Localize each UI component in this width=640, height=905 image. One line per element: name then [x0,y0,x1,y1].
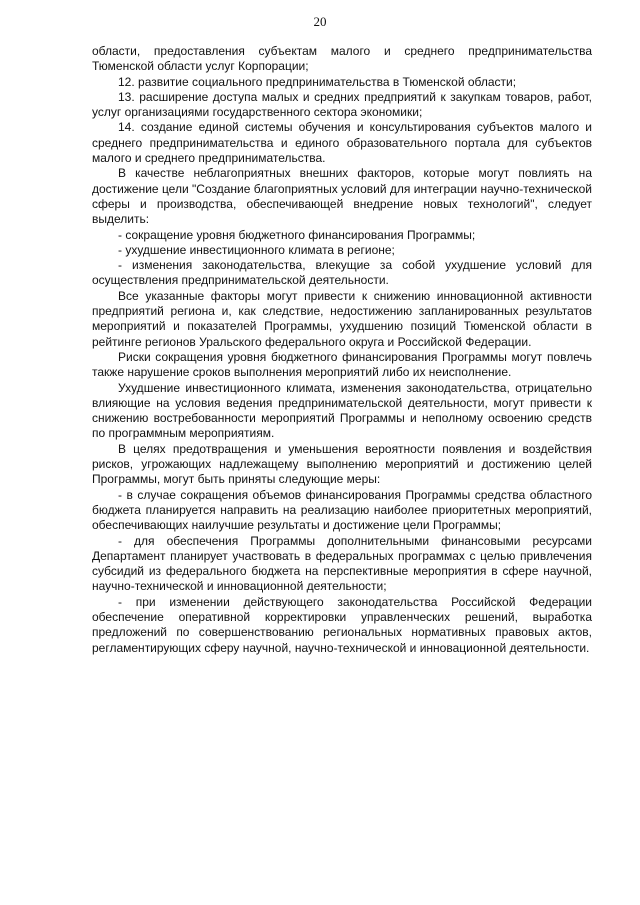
paragraph: 12. развитие социального предпринимательства в Тюменской области; [118,74,517,89]
paragraph: области, предоставления субъектам малого и среднего предпринимательства Тюменской области услуг Корпорации; [92,44,592,74]
paragraph: Риски сокращения уровня бюджетного финансирования Программы могут повлечь также нарушение сроков выполнения мероприятий либо их неисполнение. [92,349,592,380]
body-text [92,44,592,656]
paragraph: 14. создание единой системы обучения и консультирования субъектов малого и среднего предпринимательства и единого образовательного портала для субъектов малого и среднего предпринимательства. [92,120,592,166]
bullet-item: - в случае сокращения объемов финансирования Программы средства областного бюджета планируется направить на реализацию наиболее приоритетных мероприятий, обеспечивающих наилучшие результаты и достижение цели Программы; [92,487,592,533]
bullet-item: - ухудшение инвестиционного климата в регионе; [118,242,395,257]
bullet-item: - сокращение уровня бюджетного финансирования Программы; [118,227,476,242]
paragraph: Все указанные факторы могут привести к снижению инновационной активности предприятий региона и, как следствие, недостижению запланированных результатов мероприятий и показателей Программы, ухудшению позиций Тюменской области в рейтинге регионов Уральского федерального округа и Российской Федерации. [92,288,592,349]
bullet-item: - для обеспечения Программы дополнительными финансовыми ресурсами Департамент планирует участвовать в федеральных программах с целью привлечения субсидий из федерального бюджета на перспективные мероприятия в сфере научной, научно-технической и инновационной деятельности; [92,533,592,594]
paragraph: В качестве неблагоприятных внешних факторов, которые могут повлиять на достижение цели "Создание благоприятных условий для интеграции научно-технической сферы и производства, обеспечивающей внедрение новых технологий", следует выделить: [92,166,592,227]
paragraph: 13. расширение доступа малых и средних предприятий к закупкам товаров, работ, услуг организациями государственного сектора экономики; [92,89,592,120]
bullet-item: - при изменении действующего законодательства Российской Федерации обеспечение оперативной корректировки управленческих решений, выработка предложений по совершенствованию региональных нормативных правовых актов, регламентирующих сферу научной, научно-технической и инновационной деятельности. [92,594,592,655]
bullet-item: - изменения законодательства, влекущие за собой ухудшение условий для осуществления предпринимательской деятельности. [92,258,592,288]
paragraph: Ухудшение инвестиционного климата, изменения законодательства, отрицательно влияющие на условия ведения предпринимательской деятельности, могут привести к снижению востребованности мероприятий Программы и неполному освоению средств по программным мероприятиям. [92,380,592,441]
page-number: 20 [313,14,327,29]
paragraph: В целях предотвращения и уменьшения вероятности появления и воздействия рисков, угрожающих надлежащему выполнению мероприятий и достижению целей Программы, могут быть приняты следующие меры: [92,441,592,487]
